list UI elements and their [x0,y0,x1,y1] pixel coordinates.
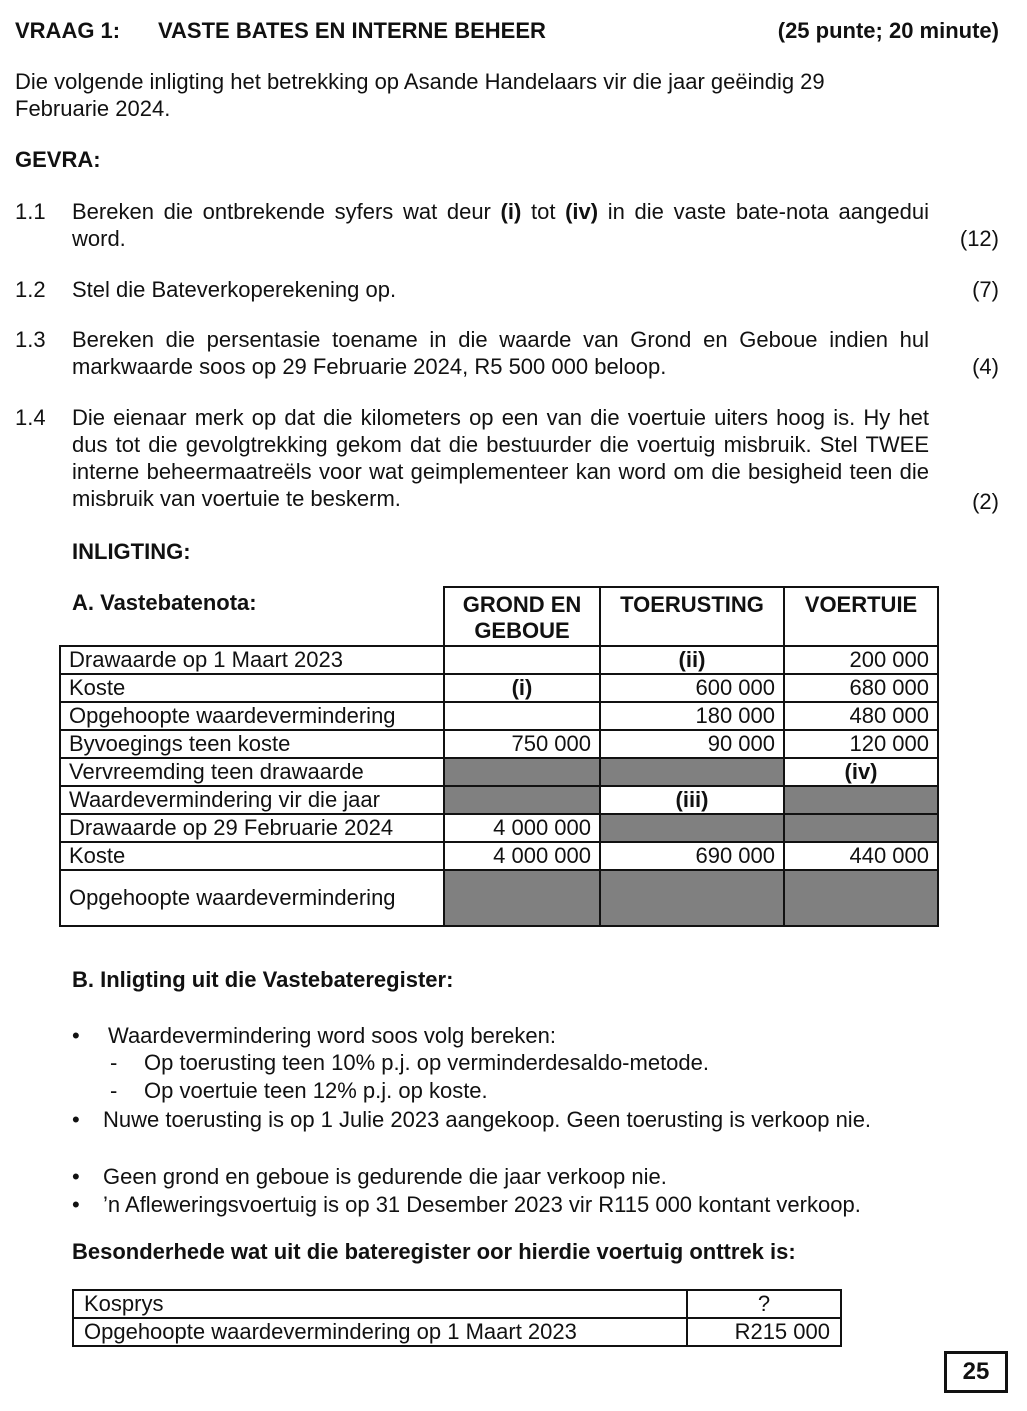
row-label: Kosprys [73,1290,687,1318]
cell: 690 000 [600,842,784,870]
cell: 120 000 [784,730,938,758]
question-label: VRAAG 1: [15,18,121,43]
row-label: Opgehoopte waardevermindering [60,702,444,730]
dash-icon: - [110,1050,118,1075]
table-header-row [60,587,938,646]
intro-text: Die volgende inligting het betrekking op Asande Handelaars vir die jaar geëindig 29 Februarie 2024. [15,69,825,121]
cell: 180 000 [600,702,784,730]
register-heading: Besonderhede wat uit die bateregister oor hierdie voertuig onttrek is: [72,1239,796,1264]
column-header: TOERUSTING [600,587,784,646]
shaded-cell [444,758,600,786]
cell: R215 000 [687,1318,841,1346]
cell: (ii) [600,646,784,674]
dash-icon: - [110,1078,118,1103]
bullet-icon: • [72,1164,80,1189]
cell [444,646,600,674]
bullet-icon: • [72,1023,80,1048]
question-text: Die eienaar merk op dat die kilometers op een van die voertuie uiters hoog is. Hy het dus tot die gevolgtrekking gekom dat die bestuurder die voertuig misbruik. Stel TWEE interne beheermaatreëls voor wat geimplementeer kan word om die besigheid teen die misbruik van voertuie te beskerm. [72,405,929,511]
table-row [60,702,938,730]
table-row [60,842,938,870]
shaded-cell [600,758,784,786]
cell: 750 000 [444,730,600,758]
question-number: 1.3 [15,327,46,352]
table-row [73,1318,841,1346]
section-a-title: A. Vastebatenota: [72,590,257,615]
sub-item-text: Op voertuie teen 12% p.j. op koste. [144,1078,488,1103]
row-label: Drawaarde op 1 Maart 2023 [60,646,444,674]
bullet-icon: • [72,1192,80,1217]
shaded-cell [444,786,600,814]
cell: (iv) [784,758,938,786]
section-b-title: B. Inligting uit die Vastebateregister: [72,967,454,992]
table-row [60,674,938,702]
column-header: VOERTUIE [784,587,938,646]
row-label: Koste [60,674,444,702]
marks-time: (25 punte; 20 minute) [777,18,999,43]
cell: ? [687,1290,841,1318]
shaded-cell [784,870,938,926]
question-marks: (2) [972,489,999,514]
shaded-cell [600,814,784,842]
cell: 480 000 [784,702,938,730]
table-row [60,786,938,814]
table-row [60,646,938,674]
row-label: Byvoegings teen koste [60,730,444,758]
bullet-text: Nuwe toerusting is op 1 Julie 2023 aangekoop. Geen toerusting is verkoop nie. [103,1107,872,1132]
bullet-text: Waardevermindering word soos volg bereken: [108,1023,556,1048]
cell: (iii) [600,786,784,814]
table-row [60,870,938,926]
cell: 200 000 [784,646,938,674]
cell: 680 000 [784,674,938,702]
row-label: Waardevermindering vir die jaar [60,786,444,814]
asset-register-table [72,1289,842,1347]
question-number: 1.1 [15,199,46,224]
page-number: 25 [944,1351,1008,1393]
cell: 90 000 [600,730,784,758]
question-marks: (7) [972,277,999,302]
question-title: VASTE BATES EN INTERNE BEHEER [158,18,546,43]
shaded-cell [784,814,938,842]
row-label: Drawaarde op 29 Februarie 2024 [60,814,444,842]
question-marks: (4) [972,354,999,379]
table-row [60,814,938,842]
shaded-cell [784,786,938,814]
cell: 4 000 000 [444,814,600,842]
question-number: 1.2 [15,277,46,302]
table-row [60,758,938,786]
cell: (i) [444,674,600,702]
sub-item-text: Op toerusting teen 10% p.j. op verminderdesaldo-metode. [144,1050,709,1075]
table-row [73,1290,841,1318]
row-label: Koste [60,842,444,870]
question-text: Bereken die ontbrekende syfers wat deur (i) tot (iv) in die vaste bate-nota aangedui word. [72,199,929,251]
required-heading: GEVRA: [15,147,101,172]
cell: 440 000 [784,842,938,870]
row-label: Vervreemding teen drawaarde [60,758,444,786]
fixed-asset-note-table [59,586,939,927]
bullet-text: ’n Afleweringsvoertuig is op 31 Desember 2023 vir R115 000 kontant verkoop. [103,1192,861,1217]
shaded-cell [444,870,600,926]
question-text: Bereken die persentasie toename in die waarde van Grond en Geboue indien hul markwaarde soos op 29 Februarie 2024, R5 500 000 beloop. [72,327,929,379]
cell [444,702,600,730]
row-label: Opgehoopte waardevermindering [60,870,444,926]
question-text: Stel die Bateverkoperekening op. [72,277,397,302]
question-number: 1.4 [15,405,46,430]
cell: 600 000 [600,674,784,702]
cell: 4 000 000 [444,842,600,870]
row-label: Opgehoopte waardevermindering op 1 Maart 2023 [73,1318,687,1346]
column-header: GROND EN GEBOUE [444,587,600,646]
shaded-cell [600,870,784,926]
bullet-icon: • [72,1107,80,1132]
information-heading: INLIGTING: [72,539,191,564]
bullet-text: Geen grond en geboue is gedurende die jaar verkoop nie. [103,1164,667,1189]
table-row [60,730,938,758]
question-marks: (12) [959,226,999,251]
